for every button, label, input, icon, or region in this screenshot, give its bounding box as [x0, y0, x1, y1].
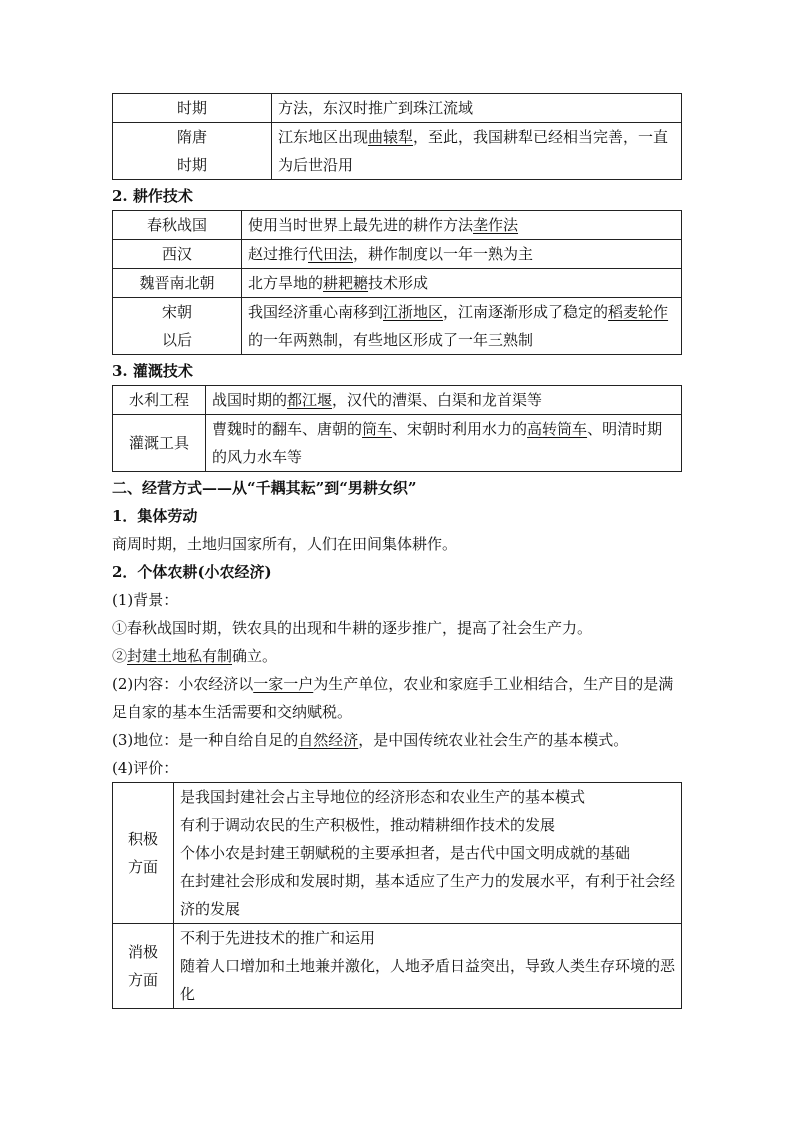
list-item: 有利于调动农民的生产积极性，推动精耕细作技术的发展 — [180, 816, 556, 834]
paragraph: ①春秋战国时期，铁农具的出现和牛耕的逐步推广，提高了社会生产力。 — [112, 619, 593, 637]
text: 、明清时期的风力水车等 — [212, 420, 663, 466]
key-term: 曲辕犁 — [368, 128, 414, 146]
document-page — [112, 93, 682, 1009]
text: ② — [112, 647, 128, 665]
text: 、宋朝时利用水力的 — [392, 420, 528, 438]
period-cell — [113, 123, 272, 180]
table-row — [113, 298, 682, 355]
list-item: 随着人口增加和土地兼并激化，人地矛盾日益突出，导致人类生存环境的恶化 — [180, 957, 676, 1003]
part-heading: 二、经营方式——从“千耦其耘”到“男耕女织” — [112, 479, 417, 497]
key-term: 筒车 — [362, 420, 393, 438]
period-cell: 西汉 — [113, 240, 242, 269]
period-line: 以后 — [161, 331, 192, 349]
key-term: 耕耙耱 — [323, 274, 369, 292]
period-cell: 魏晋南北朝 — [113, 269, 242, 298]
label-cell — [113, 924, 174, 1009]
label-cell — [113, 783, 174, 924]
content-cell — [206, 415, 682, 472]
content-cell — [242, 298, 682, 355]
list-item: 个体小农是封建王朝赋税的主要承担者，是古代中国文明成就的基础 — [180, 844, 631, 862]
table-row — [113, 269, 682, 298]
text: 技术形成 — [368, 274, 429, 292]
key-term: 都江堰 — [287, 391, 333, 409]
label-cell: 水利工程 — [113, 386, 206, 415]
text: 为生产单位，农业和家庭手工业相结合，生产目的是满足自家的基本生活需要和交纳赋税。 — [112, 675, 674, 721]
paragraph — [112, 670, 682, 726]
label-line: 消极 — [127, 943, 158, 961]
paragraph — [112, 642, 682, 670]
table-row — [113, 94, 682, 123]
table-row — [113, 240, 682, 269]
paragraph — [112, 726, 682, 754]
content-cell — [174, 924, 682, 1009]
text: 江东地区出现 — [278, 128, 369, 146]
content-cell — [242, 211, 682, 240]
label-line: 积极 — [127, 830, 158, 848]
content-cell — [242, 269, 682, 298]
content-cell — [174, 783, 682, 924]
content-cell — [272, 123, 682, 180]
list-item: 在封建社会形成和发展时期，基本适应了生产力的发展水平，有利于社会经济的发展 — [180, 872, 676, 918]
label-line: 方面 — [127, 971, 158, 989]
text: ，是中国传统农业社会生产的基本模式。 — [358, 731, 629, 749]
evaluation-table — [112, 782, 682, 1009]
table-row — [113, 415, 682, 472]
background-label: (1)背景： — [112, 591, 179, 609]
text: ，至此，我国耕犁已经相当完善，一直为后世沿用 — [278, 128, 669, 174]
paragraph: 商周时期，土地归国家所有，人们在田间集体耕作。 — [112, 535, 458, 553]
period-line: 时期 — [176, 156, 207, 174]
label-line: 方面 — [127, 858, 158, 876]
farming-table — [112, 210, 682, 355]
list-item: 是我国封建社会占主导地位的经济形态和农业生产的基本模式 — [180, 788, 586, 806]
irrigation-table — [112, 385, 682, 472]
key-term: 稻麦轮作 — [608, 303, 669, 321]
text: ，江南逐渐形成了稳定的 — [443, 303, 609, 321]
table-row — [113, 211, 682, 240]
text: 赵过推行 — [248, 245, 309, 263]
key-term: 封建土地私有制 — [127, 647, 233, 665]
table-row — [113, 386, 682, 415]
content-cell — [206, 386, 682, 415]
text: 我国经济重心南移到 — [248, 303, 384, 321]
section-heading: 3. 灌溉技术 — [112, 362, 193, 380]
text: 北方旱地的 — [248, 274, 324, 292]
period-cell: 时期 — [113, 94, 272, 123]
period-cell — [113, 298, 242, 355]
subsection-heading: 1．集体劳动 — [112, 507, 198, 525]
text: 使用当时世界上最先进的耕作方法 — [248, 216, 474, 234]
text: 曹魏时的翻车、唐朝的 — [212, 420, 363, 438]
key-term: 一家一户 — [253, 675, 314, 693]
text: (3)地位：是一种自给自足的 — [112, 731, 299, 749]
evaluation-label: (4)评价： — [112, 759, 179, 777]
key-term: 自然经济 — [298, 731, 359, 749]
plow-table — [112, 93, 682, 180]
table-row — [113, 924, 682, 1009]
content-cell: 方法，东汉时推广到珠江流域 — [272, 94, 682, 123]
subsection-heading: 2．个体农耕(小农经济) — [112, 563, 272, 581]
text: (2)内容：小农经济以 — [112, 675, 254, 693]
text: 确立。 — [232, 647, 278, 665]
content-cell — [242, 240, 682, 269]
section-heading: 2. 耕作技术 — [112, 187, 193, 205]
text: ，汉代的漕渠、白渠和龙首渠等 — [332, 391, 543, 409]
key-term: 江浙地区 — [383, 303, 444, 321]
table-row — [113, 123, 682, 180]
table-row — [113, 783, 682, 924]
period-cell: 春秋战国 — [113, 211, 242, 240]
key-term: 高转筒车 — [527, 420, 588, 438]
text: 战国时期的 — [212, 391, 288, 409]
text: 的一年两熟制，有些地区形成了一年三熟制 — [248, 331, 534, 349]
text: ，耕作制度以一年一熟为主 — [353, 245, 534, 263]
period-line: 宋朝 — [161, 303, 192, 321]
period-line: 隋唐 — [176, 128, 207, 146]
list-item: 不利于先进技术的推广和运用 — [180, 929, 376, 947]
key-term: 代田法 — [308, 245, 354, 263]
label-cell: 灌溉工具 — [113, 415, 206, 472]
key-term: 垄作法 — [473, 216, 519, 234]
